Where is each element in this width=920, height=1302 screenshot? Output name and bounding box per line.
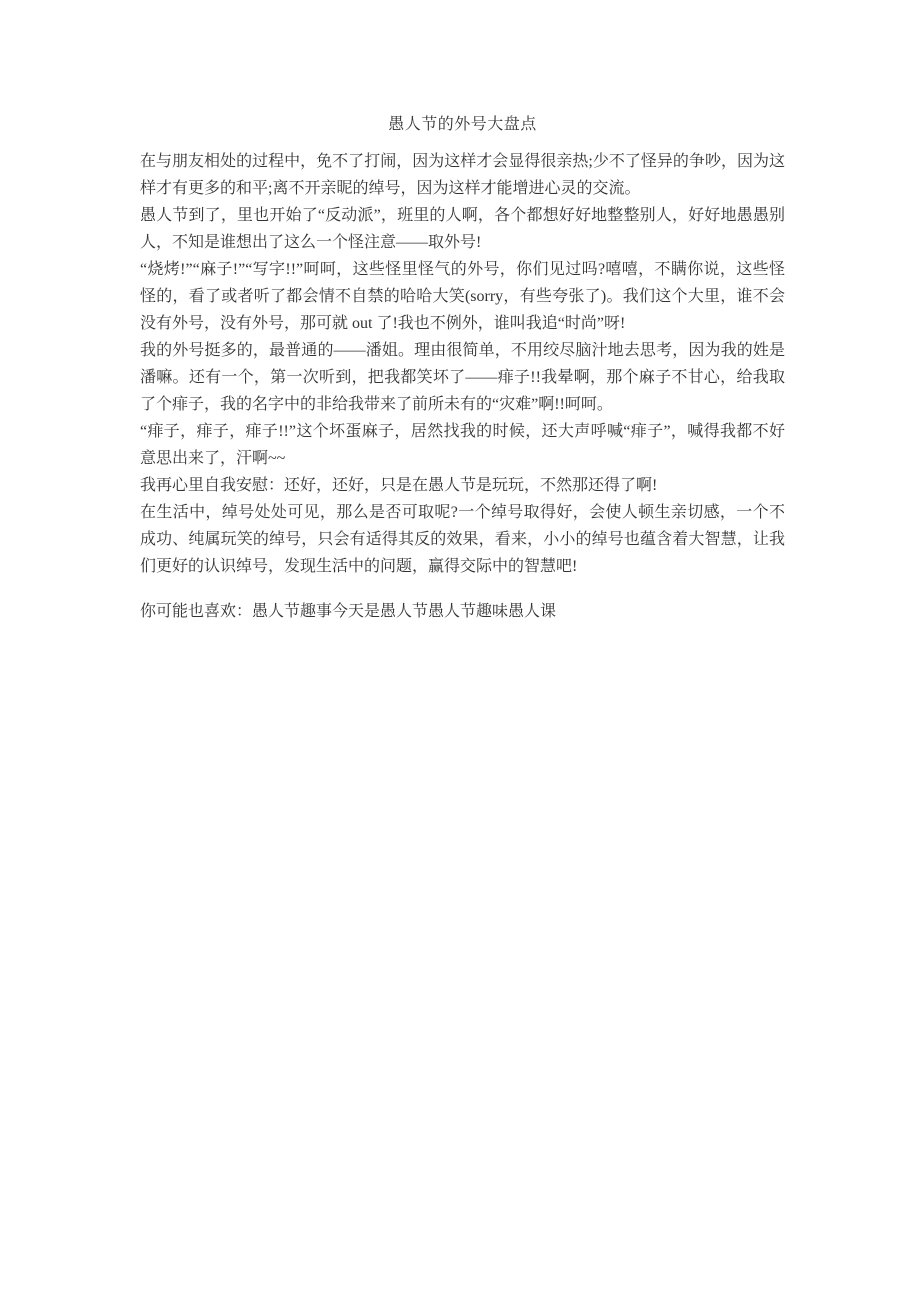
- paragraph-6: 我再心里自我安慰：还好，还好，只是在愚人节是玩玩，不然那还得了啊!: [140, 477, 658, 494]
- related-links-line: 你可能也喜欢：愚人节趣事今天是愚人节愚人节趣味愚人课: [140, 603, 557, 620]
- paragraph-3: “烧烤!”“麻子!”“写字!!”呵呵，这些怪里怪气的外号，你们见过吗?嘻嘻，不瞒你说，这些怪怪的，看了或者听了都会情不自禁的哈哈大笑(sorry，有些夸张了)。我们这个大里，谁不会没有外号，没有外号，那可就 out 了!我也不例外，谁叫我追“时尚”呀!: [140, 261, 785, 332]
- paragraph-2: 愚人节到了，里也开始了“反动派”，班里的人啊，各个都想好好地整整别人，好好地愚愚别人，不知是谁想出了这么一个怪注意——取外号!: [140, 207, 785, 251]
- paragraph-5: “痱子，痱子，痱子!!”这个坏蛋麻子，居然找我的时候，还大声呼喊“痱子”，喊得我都不好意思出来了，汗啊~~: [140, 423, 785, 467]
- paragraph-4: 我的外号挺多的，最普通的——潘姐。理由很简单，不用绞尽脑汁地去思考，因为我的姓是潘嘛。还有一个，第一次听到，把我都笑坏了——痱子!!我晕啊，那个麻子不甘心，给我取了个痱子，我的名字中的非给我带来了前所未有的“灾难”啊!!呵呵。: [140, 342, 785, 413]
- paragraph-7: 在生活中，绰号处处可见，那么是否可取呢?一个绰号取得好，会使人顿生亲切感，一个不成功、纯属玩笑的绰号，只会有适得其反的效果，看来，小小的绰号也蕴含着大智慧，让我们更好的认识绰号，发现生活中的问题，赢得交际中的智慧吧!: [140, 504, 785, 575]
- document-title: 愚人节的外号大盘点: [388, 116, 537, 133]
- paragraph-1: 在与朋友相处的过程中，免不了打闹，因为这样才会显得很亲热;少不了怪异的争吵，因为这样才有更多的和平;离不开亲昵的绰号，因为这样才能增进心灵的交流。: [140, 153, 785, 197]
- document-content: [140, 111, 785, 625]
